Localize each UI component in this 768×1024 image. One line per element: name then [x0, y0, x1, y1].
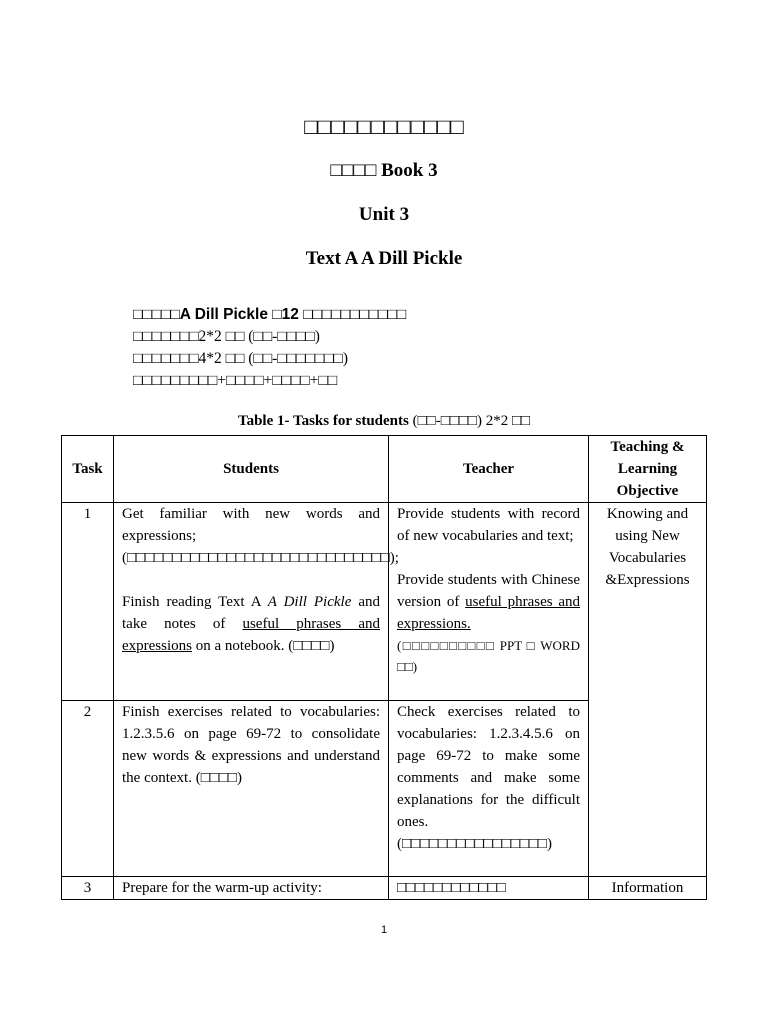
teacher-note: (□□□□□□□□□□ PPT □ WORD □□) [397, 638, 580, 674]
teacher-cell: Check exercises related to vocabularies: 1.2.3.4.5.6 on page 69-72 to make some comments and make some explanations for the difficult ones. (□□□□□□□□□□□□□□□□) [389, 701, 589, 877]
info-line-2: □□□□□□□2*2 □□ (□□-□□□□) [133, 328, 320, 345]
students-cell [114, 503, 399, 701]
underlined-phrase: useful phrases and expressions. [397, 594, 580, 632]
task-number: 1 [62, 503, 114, 701]
tasks-table [61, 435, 707, 900]
teacher-cell: □□□□□□□□□□□□ [389, 877, 589, 900]
info-line-1: □□□□□A Dill Pickle □12 □□□□□□□□□□□ [133, 306, 407, 323]
students-cell: Prepare for the warm-up activity: [114, 877, 389, 900]
table-caption-rest: (□□-□□□□) 2*2 □□ [408, 413, 531, 429]
task-number: 2 [62, 701, 114, 877]
teacher-paragraph: Provide students with record of new vocabularies and text; [397, 506, 580, 544]
unit-title: Unit 3 [358, 204, 410, 225]
document-title: □□□□□□□□□□□□ [304, 114, 464, 139]
students-paragraph: Get familiar with new words and expressions; (□□□□□□□□□□□□□□□□□□□□□□□□□□□□□); [122, 506, 399, 566]
header-task: Task [62, 436, 114, 503]
table-row [62, 877, 707, 900]
teacher-paragraph: Provide students with Chinese version of useful phrases and expressions. [397, 572, 580, 632]
students-paragraph: Finish reading Text A A Dill Pickle and take notes of useful phrases and expressions on a notebook. (□□□□) [122, 594, 380, 654]
table-caption [0, 413, 768, 430]
table-header-row [62, 436, 707, 503]
page-number: 1 [380, 924, 388, 936]
text-title-italic: A Dill Pickle [267, 594, 352, 610]
students-cell: Finish exercises related to vocabularies: 1.2.3.5.6 on page 69-72 to consolidate new words & expressions and understand the context. (□□□□) [114, 701, 389, 877]
underlined-phrase: useful phrases and expressions [122, 616, 380, 654]
teacher-cell [389, 503, 589, 701]
header-students: Students [114, 436, 389, 503]
info-line-4: □□□□□□□□□+□□□□+□□□□+□□ [133, 372, 338, 389]
objective-cell: Knowing and using New Vocabularies &Expressions [589, 503, 707, 877]
book-title: □□□□ Book 3 [330, 160, 438, 181]
info-line-3: □□□□□□□4*2 □□ (□□-□□□□□□□) [133, 350, 349, 367]
header-objective: Teaching & Learning Objective [589, 436, 707, 503]
header-teacher: Teacher [389, 436, 589, 503]
task-number: 3 [62, 877, 114, 900]
table-caption-bold: Table 1- Tasks for students [237, 413, 409, 429]
table-row [62, 503, 707, 701]
text-title: Text A A Dill Pickle [305, 248, 463, 269]
objective-cell: Information [589, 877, 707, 900]
